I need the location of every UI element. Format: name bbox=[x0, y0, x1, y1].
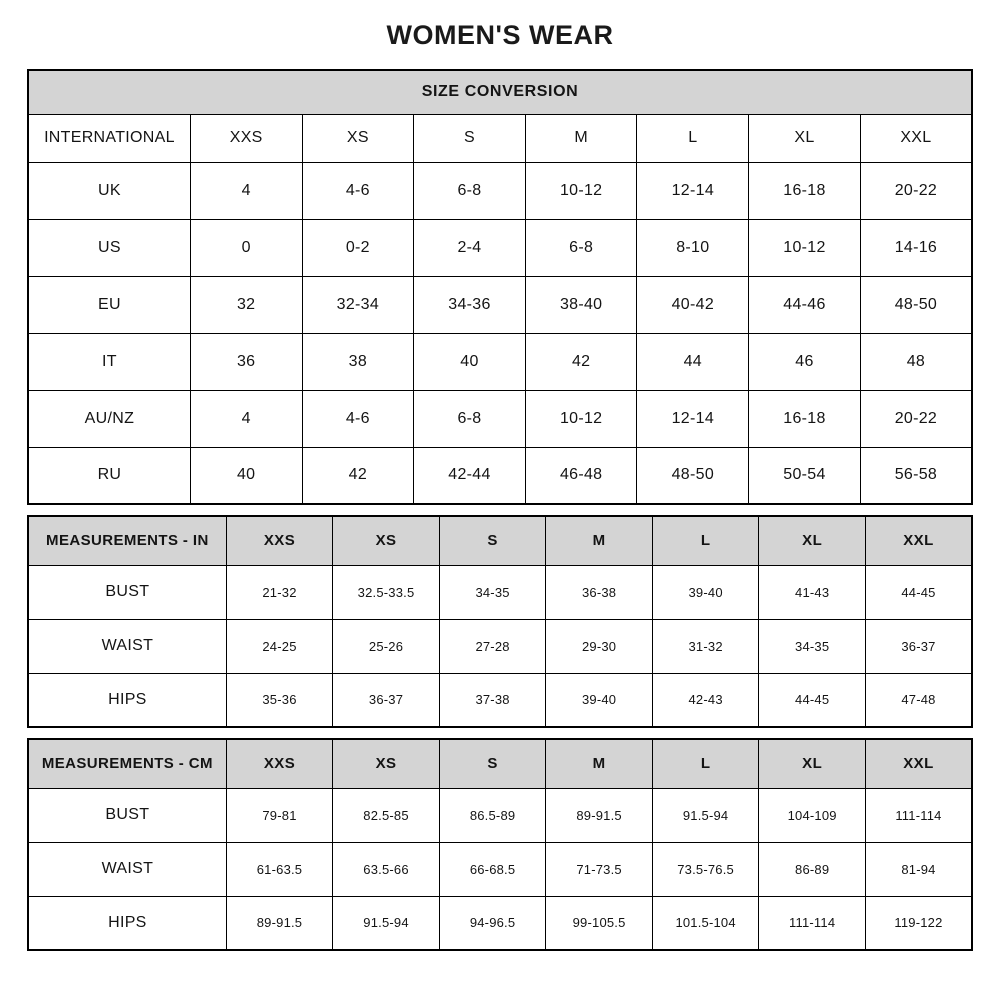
size-value-cell: 44-45 bbox=[865, 565, 972, 619]
column-header: XL bbox=[749, 114, 861, 162]
size-value-cell: 10-12 bbox=[525, 162, 637, 219]
size-value-cell: 4-6 bbox=[302, 162, 414, 219]
size-value-cell: 38-40 bbox=[525, 276, 637, 333]
size-value-cell: 91.5-94 bbox=[333, 896, 440, 950]
size-value-cell: 6-8 bbox=[414, 390, 526, 447]
size-value-cell: 50-54 bbox=[749, 447, 861, 504]
size-value-cell: 46 bbox=[749, 333, 861, 390]
column-header: L bbox=[652, 739, 759, 788]
size-value-cell: 10-12 bbox=[525, 390, 637, 447]
size-value-cell: 89-91.5 bbox=[226, 896, 333, 950]
size-value-cell: 27-28 bbox=[439, 619, 546, 673]
table-row bbox=[28, 896, 972, 950]
table-row bbox=[28, 276, 972, 333]
size-value-cell: 99-105.5 bbox=[546, 896, 653, 950]
column-header: XXL bbox=[865, 516, 972, 565]
size-value-cell: 40 bbox=[414, 333, 526, 390]
size-value-cell: 29-30 bbox=[546, 619, 653, 673]
header-row-label: INTERNATIONAL bbox=[28, 114, 190, 162]
table-row bbox=[28, 390, 972, 447]
measurements-cm-header bbox=[28, 739, 972, 788]
column-header: XL bbox=[759, 739, 866, 788]
size-value-cell: 104-109 bbox=[759, 788, 866, 842]
column-header: XXS bbox=[190, 114, 302, 162]
row-label: WAIST bbox=[28, 619, 226, 673]
size-value-cell: 40 bbox=[190, 447, 302, 504]
size-value-cell: 71-73.5 bbox=[546, 842, 653, 896]
size-value-cell: 32-34 bbox=[302, 276, 414, 333]
size-value-cell: 42 bbox=[302, 447, 414, 504]
size-value-cell: 111-114 bbox=[865, 788, 972, 842]
page-title: WOMEN'S WEAR bbox=[386, 20, 614, 50]
column-header: S bbox=[414, 114, 526, 162]
size-value-cell: 16-18 bbox=[749, 162, 861, 219]
column-header: M bbox=[525, 114, 637, 162]
column-header: L bbox=[652, 516, 759, 565]
table-row bbox=[28, 162, 972, 219]
measurements-cm-body bbox=[28, 788, 972, 950]
column-header: S bbox=[439, 739, 546, 788]
size-value-cell: 44 bbox=[637, 333, 749, 390]
size-value-cell: 66-68.5 bbox=[439, 842, 546, 896]
size-value-cell: 31-32 bbox=[652, 619, 759, 673]
size-value-cell: 37-38 bbox=[439, 673, 546, 727]
size-value-cell: 8-10 bbox=[637, 219, 749, 276]
row-label: US bbox=[28, 219, 190, 276]
column-header: XXL bbox=[860, 114, 972, 162]
size-value-cell: 24-25 bbox=[226, 619, 333, 673]
size-conversion-header bbox=[28, 70, 972, 162]
size-value-cell: 34-35 bbox=[439, 565, 546, 619]
size-value-cell: 101.5-104 bbox=[652, 896, 759, 950]
size-value-cell: 42 bbox=[525, 333, 637, 390]
size-value-cell: 48-50 bbox=[637, 447, 749, 504]
row-label: HIPS bbox=[28, 896, 226, 950]
row-label: BUST bbox=[28, 788, 226, 842]
size-value-cell: 42-44 bbox=[414, 447, 526, 504]
size-value-cell: 86-89 bbox=[759, 842, 866, 896]
size-value-cell: 0-2 bbox=[302, 219, 414, 276]
size-value-cell: 21-32 bbox=[226, 565, 333, 619]
table-row bbox=[28, 447, 972, 504]
size-value-cell: 32 bbox=[190, 276, 302, 333]
column-header: XS bbox=[333, 739, 440, 788]
table-row bbox=[28, 619, 972, 673]
column-header: XS bbox=[302, 114, 414, 162]
row-label: HIPS bbox=[28, 673, 226, 727]
size-value-cell: 40-42 bbox=[637, 276, 749, 333]
size-value-cell: 36 bbox=[190, 333, 302, 390]
row-label: AU/NZ bbox=[28, 390, 190, 447]
size-value-cell: 14-16 bbox=[860, 219, 972, 276]
size-value-cell: 73.5-76.5 bbox=[652, 842, 759, 896]
size-value-cell: 12-14 bbox=[637, 162, 749, 219]
table-row bbox=[28, 219, 972, 276]
size-value-cell: 36-38 bbox=[546, 565, 653, 619]
size-value-cell: 61-63.5 bbox=[226, 842, 333, 896]
size-value-cell: 39-40 bbox=[546, 673, 653, 727]
size-value-cell: 46-48 bbox=[525, 447, 637, 504]
size-value-cell: 94-96.5 bbox=[439, 896, 546, 950]
size-value-cell: 34-35 bbox=[759, 619, 866, 673]
size-value-cell: 4 bbox=[190, 390, 302, 447]
size-value-cell: 0 bbox=[190, 219, 302, 276]
size-value-cell: 41-43 bbox=[759, 565, 866, 619]
size-value-cell: 47-48 bbox=[865, 673, 972, 727]
table-banner: SIZE CONVERSION bbox=[28, 70, 972, 114]
measurements-in-body bbox=[28, 565, 972, 727]
row-label: UK bbox=[28, 162, 190, 219]
size-value-cell: 48-50 bbox=[860, 276, 972, 333]
table-row bbox=[28, 842, 972, 896]
row-label: RU bbox=[28, 447, 190, 504]
size-value-cell: 89-91.5 bbox=[546, 788, 653, 842]
size-value-cell: 6-8 bbox=[414, 162, 526, 219]
size-value-cell: 79-81 bbox=[226, 788, 333, 842]
table-row bbox=[28, 565, 972, 619]
header-row-label: MEASUREMENTS - IN bbox=[28, 516, 226, 565]
size-value-cell: 36-37 bbox=[865, 619, 972, 673]
column-header: M bbox=[546, 739, 653, 788]
size-value-cell: 39-40 bbox=[652, 565, 759, 619]
size-value-cell: 25-26 bbox=[333, 619, 440, 673]
size-value-cell: 12-14 bbox=[637, 390, 749, 447]
size-value-cell: 111-114 bbox=[759, 896, 866, 950]
size-value-cell: 6-8 bbox=[525, 219, 637, 276]
size-value-cell: 86.5-89 bbox=[439, 788, 546, 842]
row-label: BUST bbox=[28, 565, 226, 619]
size-value-cell: 42-43 bbox=[652, 673, 759, 727]
row-label: WAIST bbox=[28, 842, 226, 896]
size-value-cell: 4 bbox=[190, 162, 302, 219]
size-value-cell: 48 bbox=[860, 333, 972, 390]
row-label: IT bbox=[28, 333, 190, 390]
size-value-cell: 32.5-33.5 bbox=[333, 565, 440, 619]
size-value-cell: 34-36 bbox=[414, 276, 526, 333]
size-value-cell: 44-46 bbox=[749, 276, 861, 333]
size-value-cell: 91.5-94 bbox=[652, 788, 759, 842]
table-row bbox=[28, 788, 972, 842]
size-value-cell: 63.5-66 bbox=[333, 842, 440, 896]
measurements-in-header bbox=[28, 516, 972, 565]
column-header: XXS bbox=[226, 516, 333, 565]
size-value-cell: 81-94 bbox=[865, 842, 972, 896]
size-value-cell: 56-58 bbox=[860, 447, 972, 504]
size-value-cell: 36-37 bbox=[333, 673, 440, 727]
column-header: XXL bbox=[865, 739, 972, 788]
column-header: S bbox=[439, 516, 546, 565]
size-value-cell: 82.5-85 bbox=[333, 788, 440, 842]
size-value-cell: 16-18 bbox=[749, 390, 861, 447]
table-row bbox=[28, 673, 972, 727]
column-header: XXS bbox=[226, 739, 333, 788]
table-row bbox=[28, 333, 972, 390]
row-label: EU bbox=[28, 276, 190, 333]
size-value-cell: 44-45 bbox=[759, 673, 866, 727]
size-value-cell: 35-36 bbox=[226, 673, 333, 727]
column-header: XS bbox=[333, 516, 440, 565]
header-row-label: MEASUREMENTS - CM bbox=[28, 739, 226, 788]
measurements-in-table bbox=[27, 515, 973, 728]
size-value-cell: 119-122 bbox=[865, 896, 972, 950]
measurements-cm-table bbox=[27, 738, 973, 951]
size-value-cell: 4-6 bbox=[302, 390, 414, 447]
column-header: M bbox=[546, 516, 653, 565]
size-conversion-table bbox=[27, 69, 973, 505]
column-header: L bbox=[637, 114, 749, 162]
size-value-cell: 20-22 bbox=[860, 162, 972, 219]
size-value-cell: 20-22 bbox=[860, 390, 972, 447]
column-header: XL bbox=[759, 516, 866, 565]
size-value-cell: 2-4 bbox=[414, 219, 526, 276]
size-conversion-body bbox=[28, 162, 972, 504]
size-value-cell: 38 bbox=[302, 333, 414, 390]
size-value-cell: 10-12 bbox=[749, 219, 861, 276]
